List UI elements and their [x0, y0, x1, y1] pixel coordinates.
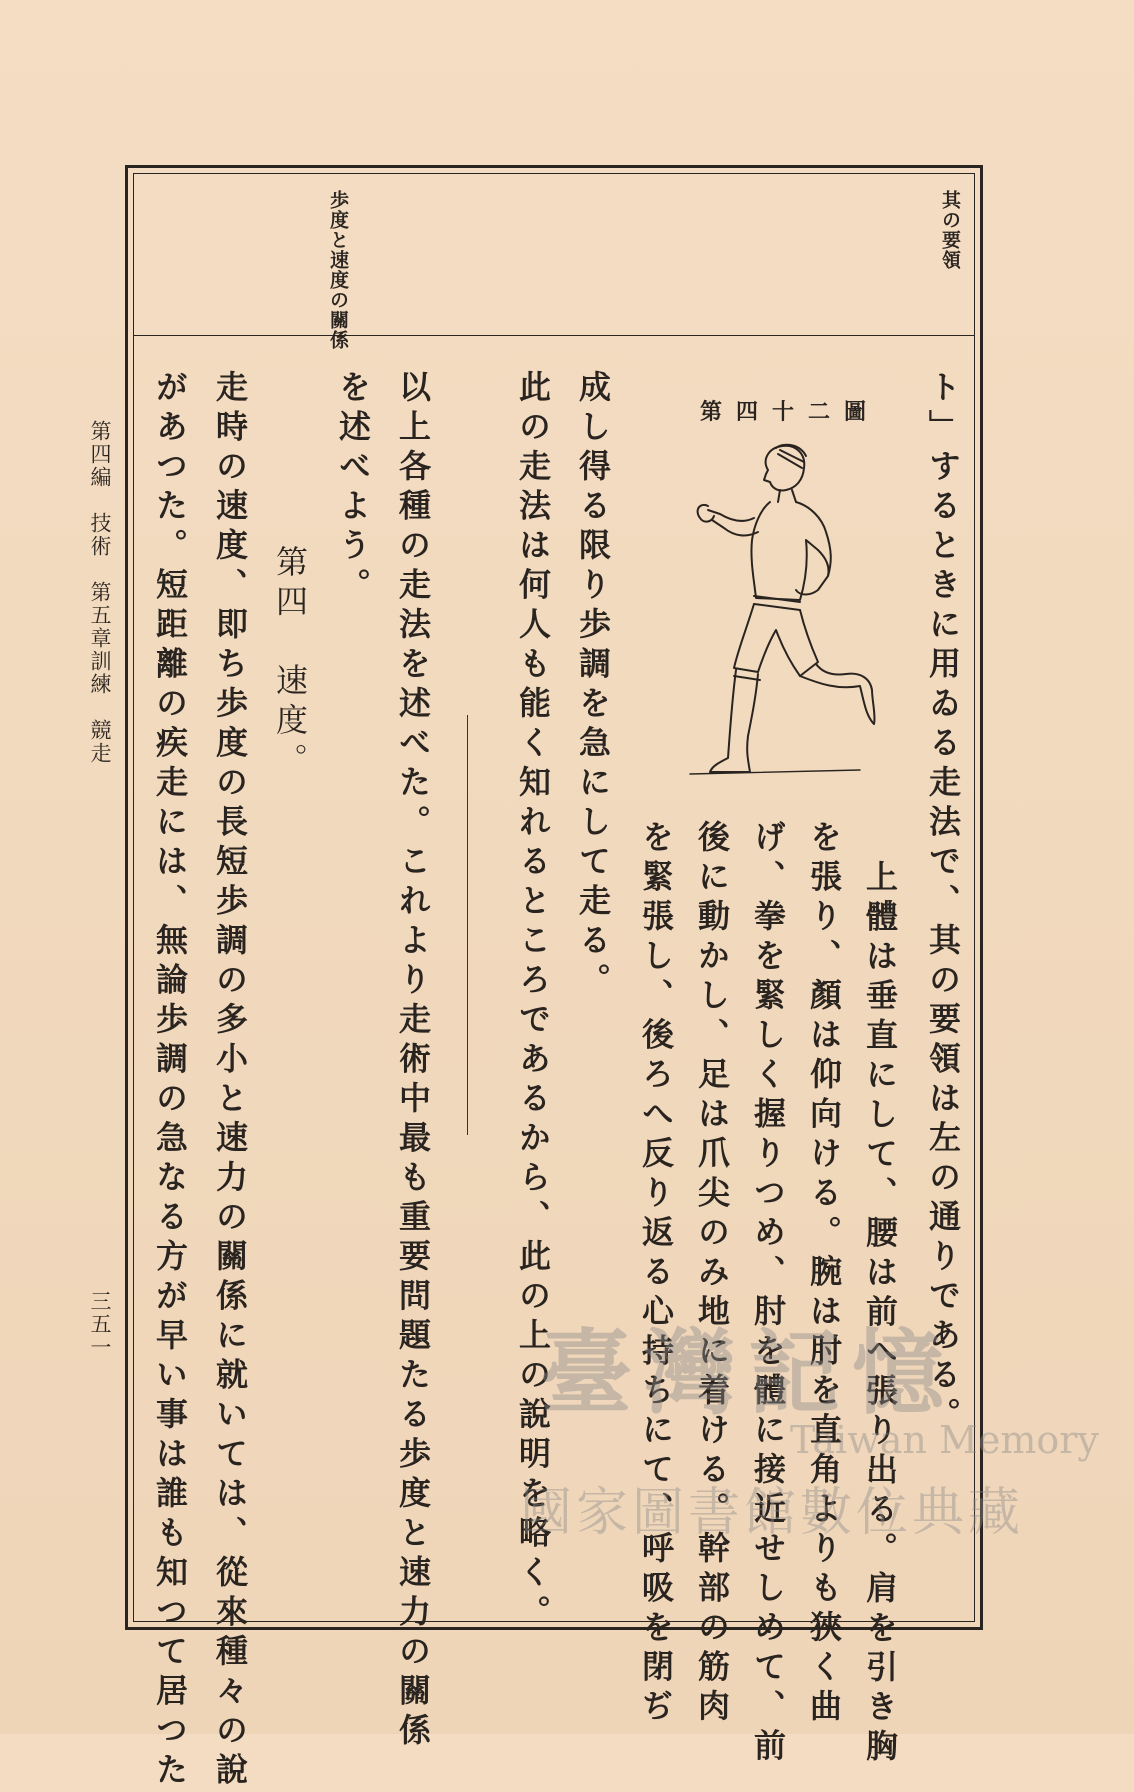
- body-column-10: を述べよう。: [334, 370, 372, 607]
- watermark: [510, 1300, 1099, 1560]
- column-separator: [467, 715, 468, 1135]
- runner-illustration: [650, 440, 900, 800]
- body-column-8: 此の走法は何人も能く知れるところであるから、此の上の說明を略く。: [514, 370, 552, 1634]
- section-heading-speed: 第四 速度。: [271, 545, 309, 782]
- body-column-1: ト」するときに用ゐる走法で、其の要領は左の通りである。: [924, 370, 962, 1437]
- watermark-chinese-large: 臺灣記憶: [540, 1319, 957, 1427]
- body-column-12: 走時の速度、即ち歩度の長短歩調の多小と速力の關係に就いては、從來種々の說: [211, 370, 249, 1792]
- body-column-6: を緊張し、後ろへ反り返る心持ちにて、呼吸を閉ぢ: [637, 820, 675, 1729]
- header-rule: [133, 335, 975, 336]
- body-column-2: 上體は垂直にして、腰は前へ張り出る。肩を引き胸: [861, 860, 899, 1769]
- watermark-chinese-small: 國家圖書館數位典藏: [520, 1483, 1025, 1543]
- body-column-5: 後に動かし、足は爪尖のみ地に着ける。幹部の筋肉: [693, 820, 731, 1729]
- figure-caption: 第四十二圖: [700, 399, 881, 425]
- page-number: 三五一: [88, 1290, 112, 1359]
- body-column-9: 以上各種の走法を述べた。これより走術中最も重要問題たる歩度と速力の關係: [394, 370, 432, 1753]
- body-column-3: を張り、顏は仰向ける。腕は肘を直角よりも狹く曲: [805, 820, 843, 1729]
- margin-note-pace-speed: 歩度と速度の關係: [327, 190, 349, 350]
- body-column-4: げ、拳を緊しく握りつめ、肘を體に接近せしめて、前: [749, 820, 787, 1768]
- body-column-7: 成し得る限り歩調を急にして走る。: [574, 370, 612, 1002]
- running-title: 第四編 技術 第五章訓練 競走: [88, 420, 112, 765]
- margin-note-method: 其の要領: [939, 190, 961, 270]
- body-column-13: があつた。短距離の疾走には、無論歩調の急なる方が早い事は誰も知つて居つた: [151, 370, 189, 1792]
- watermark-english: Taiwan Memory: [790, 1418, 1099, 1462]
